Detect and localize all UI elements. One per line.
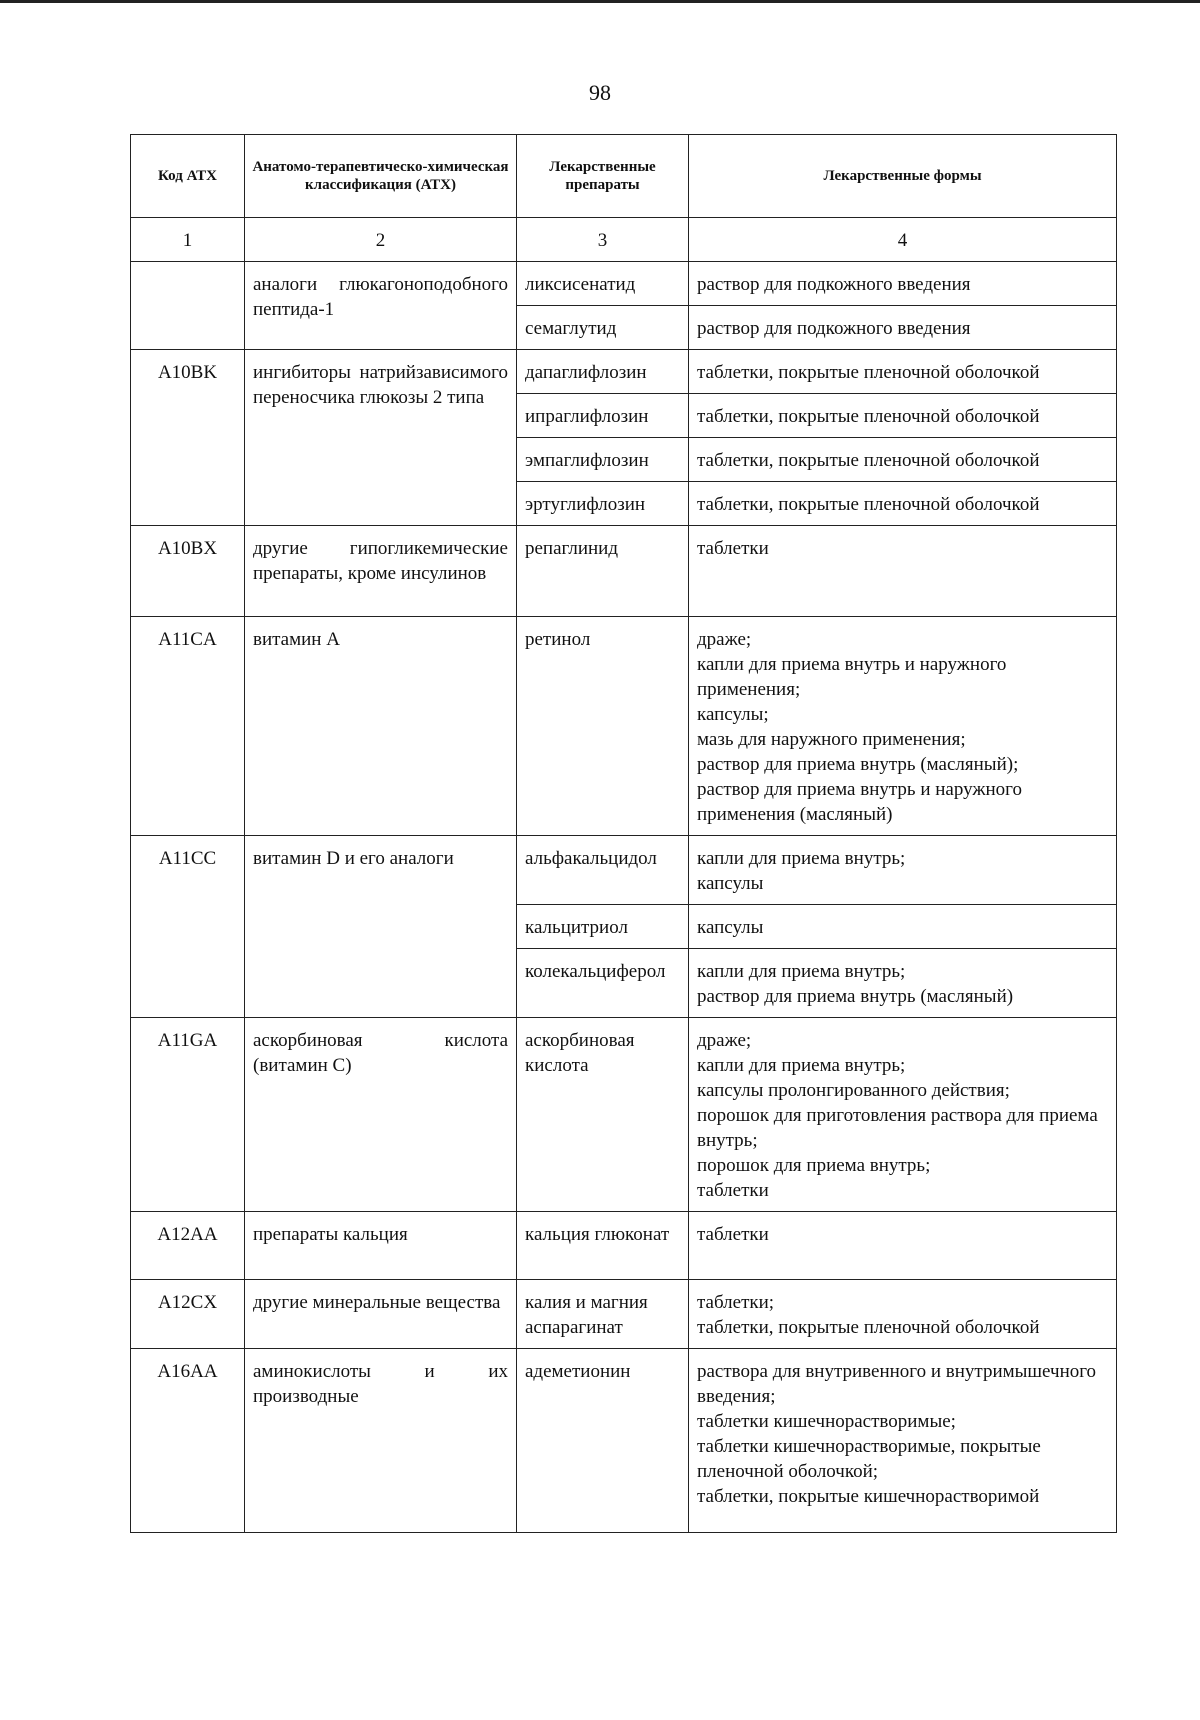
dosage-form-line: таблетки: [697, 538, 769, 559]
drug-cell: дапаглифлозин: [517, 350, 689, 394]
drug-cell: калия и магния аспарагинат: [517, 1280, 689, 1349]
dosage-form-line: таблетки: [697, 1224, 769, 1245]
dosage-forms-cell: [689, 350, 1117, 394]
dosage-forms-cell: [689, 438, 1117, 482]
classification-cell: другие минеральные вещества: [245, 1280, 517, 1349]
table-row: [131, 262, 1117, 306]
dosage-form-line: порошок для приготовления раствора для приема внутрь;: [697, 1105, 1098, 1151]
dosage-forms-cell: [689, 836, 1117, 905]
header-forms: Лекарственные формы: [689, 135, 1117, 218]
dosage-form-line: раствор для приема внутрь (масляный);: [697, 754, 1019, 775]
dosage-form-line: таблетки, покрытые кишечнорастворимой: [697, 1486, 1040, 1507]
dosage-forms-cell: [689, 1349, 1117, 1533]
dosage-form-line: таблетки;: [697, 1292, 775, 1313]
classification-cell: аналоги глюкагоноподобного пептида-1: [245, 262, 517, 350]
atx-code-cell: A10BK: [131, 350, 245, 526]
dosage-form-line: таблетки, покрытые пленочной оболочкой: [697, 406, 1040, 427]
column-number-row: [131, 218, 1117, 262]
dosage-form-line: таблетки, покрытые пленочной оболочкой: [697, 494, 1040, 515]
header-row: [131, 135, 1117, 218]
dosage-forms-cell: [689, 1212, 1117, 1280]
classification-cell: витамин D и его аналоги: [245, 836, 517, 1018]
dosage-form-line: таблетки, покрытые пленочной оболочкой: [697, 1317, 1040, 1338]
dosage-form-line: капсулы: [697, 917, 764, 938]
drug-cell: адеметионин: [517, 1349, 689, 1533]
dosage-form-line: порошок для приема внутрь;: [697, 1155, 931, 1176]
table-body: [131, 262, 1117, 1533]
dosage-forms-cell: [689, 262, 1117, 306]
table-row: [131, 1018, 1117, 1212]
dosage-forms-cell: [689, 1280, 1117, 1349]
drug-cell: эртуглифлозин: [517, 482, 689, 526]
drug-cell: репаглинид: [517, 526, 689, 617]
drug-cell: альфакальцидол: [517, 836, 689, 905]
dosage-form-line: раствор для подкожного введения: [697, 318, 971, 339]
table-row: [131, 526, 1117, 617]
dosage-form-line: таблетки кишечнорастворимые, покрытые пленочной оболочкой;: [697, 1436, 1041, 1482]
dosage-form-line: таблетки кишечнорастворимые;: [697, 1411, 956, 1432]
dosage-forms-cell: [689, 306, 1117, 350]
page-number: 98: [589, 80, 611, 105]
dosage-form-line: капсулы: [697, 873, 764, 894]
drug-cell: ликсисенатид: [517, 262, 689, 306]
atx-code-cell: A12AA: [131, 1212, 245, 1280]
drug-cell: эмпаглифлозин: [517, 438, 689, 482]
dosage-forms-cell: [689, 526, 1117, 617]
column-number: 3: [517, 218, 689, 262]
dosage-forms-cell: [689, 905, 1117, 949]
dosage-form-line: капли для приема внутрь;: [697, 848, 906, 869]
atx-code-cell: A11CA: [131, 617, 245, 836]
drug-cell: кальция глюконат: [517, 1212, 689, 1280]
drug-cell: семаглутид: [517, 306, 689, 350]
classification-cell: другие гипогликемические препараты, кроме инсулинов: [245, 526, 517, 617]
classification-cell: аминокислоты и их производные: [245, 1349, 517, 1533]
drug-cell: колекальциферол: [517, 949, 689, 1018]
dosage-form-line: капли для приема внутрь и наружного применения;: [697, 654, 1007, 700]
dosage-form-line: раствор для приема внутрь (масляный): [697, 986, 1014, 1007]
table-row: [131, 836, 1117, 905]
dosage-form-line: драже;: [697, 629, 752, 650]
atx-code-cell: A16AA: [131, 1349, 245, 1533]
atx-table: [130, 134, 1117, 1533]
column-number: 2: [245, 218, 517, 262]
dosage-form-line: таблетки, покрытые пленочной оболочкой: [697, 450, 1040, 471]
dosage-form-line: капли для приема внутрь;: [697, 1055, 906, 1076]
top-rule: [0, 0, 1200, 3]
header-drugs: Лекарственные препараты: [517, 135, 689, 218]
drug-cell: кальцитриол: [517, 905, 689, 949]
header-code: Код АТХ: [131, 135, 245, 218]
classification-cell: ингибиторы натрийзависимого переносчика глюкозы 2 типа: [245, 350, 517, 526]
atx-code-cell: A11GA: [131, 1018, 245, 1212]
atx-code-cell: A12CX: [131, 1280, 245, 1349]
classification-cell: препараты кальция: [245, 1212, 517, 1280]
dosage-form-line: таблетки, покрытые пленочной оболочкой: [697, 362, 1040, 383]
classification-cell: витамин A: [245, 617, 517, 836]
table-row: [131, 1280, 1117, 1349]
dosage-form-line: капли для приема внутрь;: [697, 961, 906, 982]
dosage-forms-cell: [689, 394, 1117, 438]
atx-code-cell: A10BX: [131, 526, 245, 617]
atx-code-cell: [131, 262, 245, 350]
dosage-forms-cell: [689, 1018, 1117, 1212]
table-row: [131, 1212, 1117, 1280]
dosage-form-line: раствора для внутривенного и внутримышечного введения;: [697, 1361, 1097, 1407]
drug-cell: ипраглифлозин: [517, 394, 689, 438]
table-row: [131, 617, 1117, 836]
column-number: 1: [131, 218, 245, 262]
dosage-form-line: драже;: [697, 1030, 752, 1051]
dosage-form-line: таблетки: [697, 1180, 769, 1201]
dosage-form-line: капсулы;: [697, 704, 769, 725]
drug-cell: ретинол: [517, 617, 689, 836]
dosage-form-line: капсулы пролонгированного действия;: [697, 1080, 1010, 1101]
table-row: [131, 350, 1117, 394]
drug-cell: аскорбиновая кислота: [517, 1018, 689, 1212]
dosage-form-line: мазь для наружного применения;: [697, 729, 966, 750]
table-row: [131, 1349, 1117, 1533]
dosage-form-line: раствор для приема внутрь и наружного применения (масляный): [697, 779, 1022, 825]
dosage-forms-cell: [689, 617, 1117, 836]
dosage-forms-cell: [689, 482, 1117, 526]
header-classification: Анатомо-терапевтическо-химическая классификация (АТХ): [245, 135, 517, 218]
dosage-form-line: раствор для подкожного введения: [697, 274, 971, 295]
column-number: 4: [689, 218, 1117, 262]
classification-cell: аскорбиновая кислота (витамин C): [245, 1018, 517, 1212]
atx-code-cell: A11CC: [131, 836, 245, 1018]
dosage-forms-cell: [689, 949, 1117, 1018]
